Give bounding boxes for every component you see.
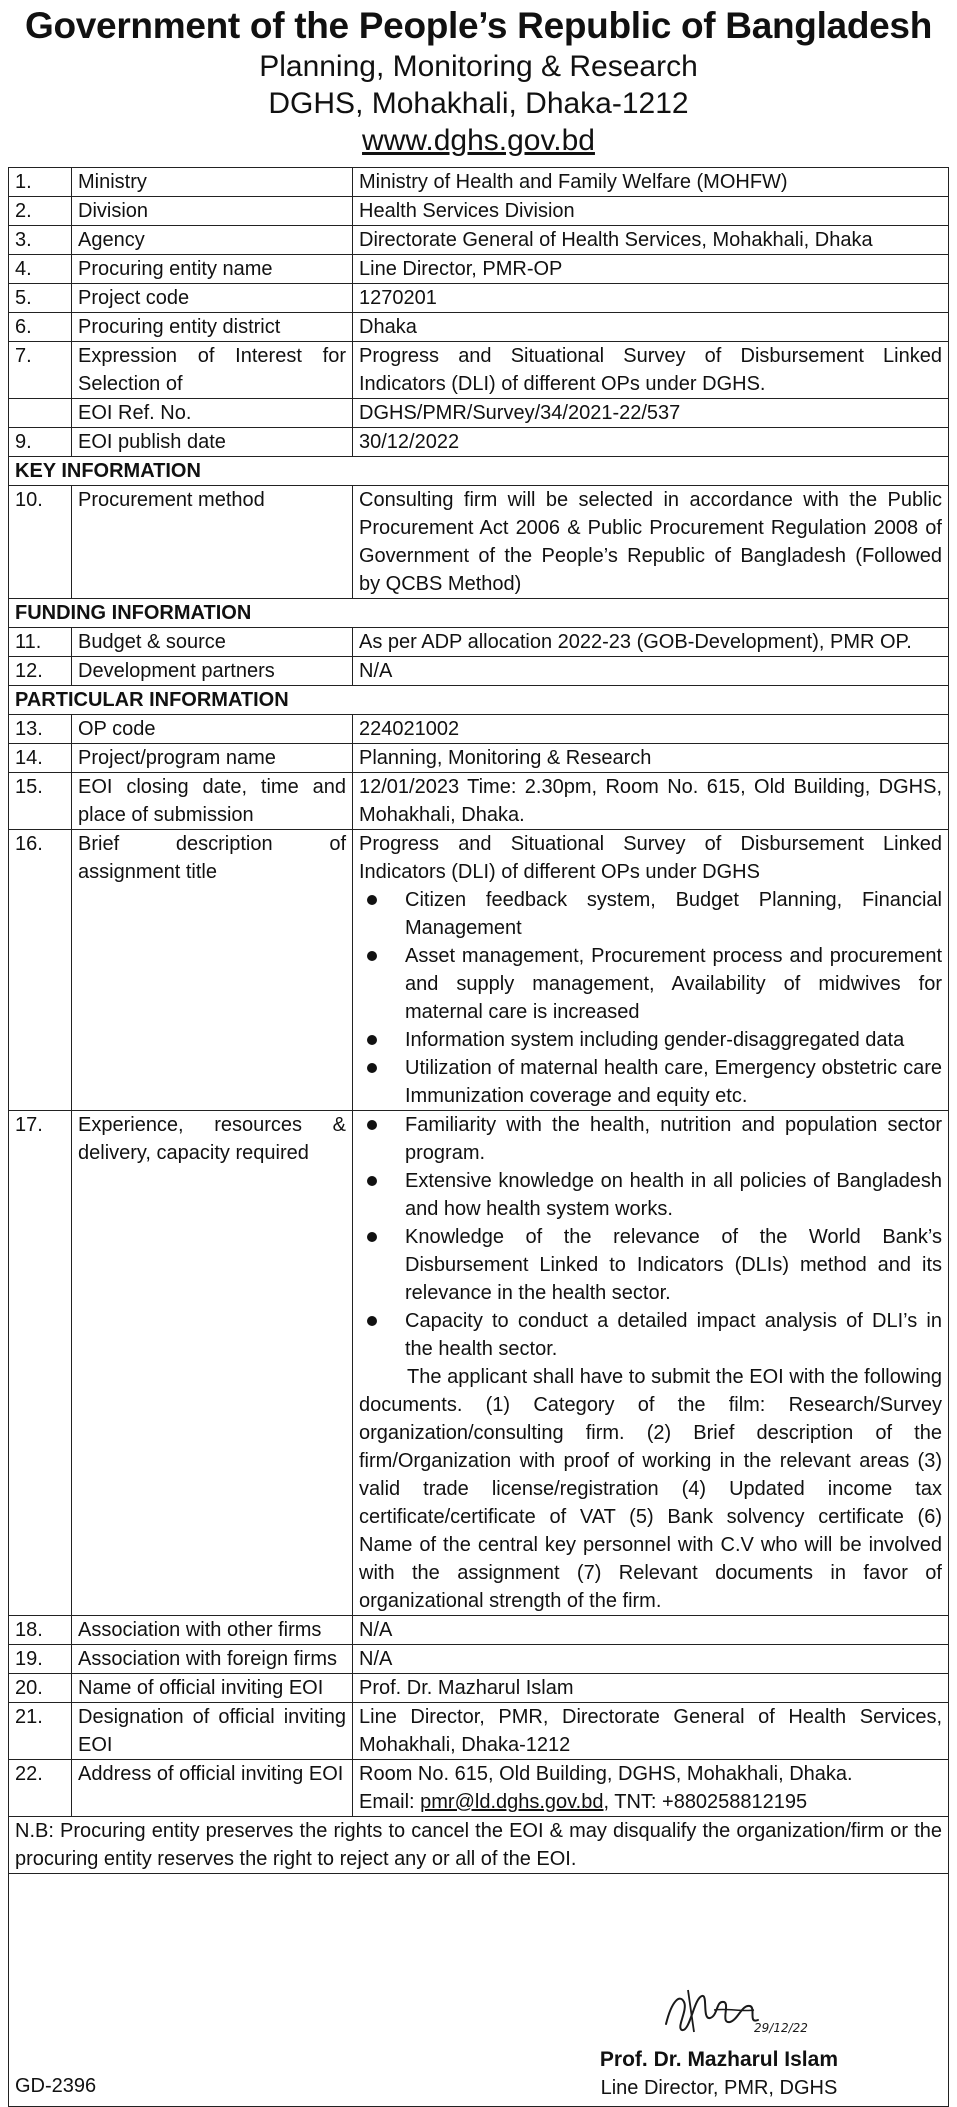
table-row bbox=[9, 628, 949, 657]
row-label: Agency bbox=[72, 226, 353, 255]
row-value: DGHS/PMR/Survey/34/2021-22/537 bbox=[353, 399, 949, 428]
note-row bbox=[9, 1817, 949, 1874]
list-item: Information system including gender-disaggregated data bbox=[405, 1026, 942, 1054]
table-row bbox=[9, 715, 949, 744]
table-row bbox=[9, 657, 949, 686]
signer-name: Prof. Dr. Mazharul Islam bbox=[599, 2048, 838, 2071]
table-row bbox=[9, 744, 949, 773]
row-number: 20. bbox=[9, 1674, 72, 1703]
row-label: Association with foreign firms bbox=[72, 1645, 353, 1674]
row-value bbox=[353, 1760, 949, 1817]
row-value: Progress and Situational Survey of Disbursement Linked Indicators (DLI) of different OPs under DGHS. bbox=[353, 342, 949, 399]
signer-block bbox=[600, 2046, 838, 2102]
section-row bbox=[9, 686, 949, 715]
signature-date: 29/12/22 bbox=[754, 2021, 808, 2035]
row-number: 3. bbox=[9, 226, 72, 255]
row-number: 1. bbox=[9, 168, 72, 197]
row-number: 14. bbox=[9, 744, 72, 773]
row-value: Line Director, PMR, Directorate General of Health Services, Mohakhali, Dhaka-1212 bbox=[353, 1703, 949, 1760]
row-number: 12. bbox=[9, 657, 72, 686]
row-label: Project/program name bbox=[72, 744, 353, 773]
list-item: Capacity to conduct a detailed impact analysis of DLI’s in the health sector. bbox=[405, 1307, 942, 1363]
row-value: Health Services Division bbox=[353, 197, 949, 226]
notice-note: N.B: Procuring entity preserves the rights to cancel the EOI & may disqualify the organization/firm or the procuring entity reserves the right to reject any or all of the EOI. bbox=[9, 1817, 949, 1874]
row-number: 15. bbox=[9, 773, 72, 830]
row-label: Name of official inviting EOI bbox=[72, 1674, 353, 1703]
row-value: Ministry of Health and Family Welfare (MOHFW) bbox=[353, 168, 949, 197]
row-label: Association with other firms bbox=[72, 1616, 353, 1645]
department-address: DGHS, Mohakhali, Dhaka-1212 bbox=[268, 87, 689, 120]
row-label: Budget & source bbox=[72, 628, 353, 657]
table-row bbox=[9, 1674, 949, 1703]
row-number: 22. bbox=[9, 1760, 72, 1817]
row-value: Consulting firm will be selected in accordance with the Public Procurement Act 2006 & Public Procurement Regulation 2008 of Government of the People’s Republic of Bangladesh (Followed by QCBS Method) bbox=[353, 486, 949, 599]
row-label: Address of official inviting EOI bbox=[72, 1760, 353, 1817]
row-label: Project code bbox=[72, 284, 353, 313]
table-row bbox=[9, 284, 949, 313]
table-row bbox=[9, 255, 949, 284]
section-heading: KEY INFORMATION bbox=[9, 457, 949, 486]
row-label: Designation of official inviting EOI bbox=[72, 1703, 353, 1760]
row-value bbox=[353, 830, 949, 1111]
row-value bbox=[353, 1111, 949, 1616]
list-item: Extensive knowledge on health in all policies of Bangladesh and how health system works. bbox=[405, 1167, 942, 1223]
section-row bbox=[9, 599, 949, 628]
row-label: Experience, resources & delivery, capacity required bbox=[72, 1111, 353, 1616]
section-row bbox=[9, 457, 949, 486]
government-title: Government of the People’s Republic of Bangladesh bbox=[24, 5, 932, 46]
assignment-bullet-list bbox=[359, 886, 942, 1110]
list-item: Familiarity with the health, nutrition and population sector program. bbox=[405, 1111, 942, 1167]
row-label: Ministry bbox=[72, 168, 353, 197]
table-row bbox=[9, 1645, 949, 1674]
row-value: 30/12/2022 bbox=[353, 428, 949, 457]
row-value: N/A bbox=[353, 1645, 949, 1674]
row-label: EOI publish date bbox=[72, 428, 353, 457]
submission-documents-paragraph: The applicant shall have to submit the EOI with the following documents. (1) Category of the film: Research/Survey organization/consulting firm. (2) Brief description of the firm/Organization with proof of working in the relevant areas (3) valid trade license/registration (4) Updated income tax certificate/certificate of VAT (5) Bank solvency certificate (6) Name of the central key personnel with C.V who will be involved with the assignment (7) Relevant documents in favor of organizational strength of the firm. bbox=[359, 1366, 942, 1612]
row-value: As per ADP allocation 2022-23 (GOB-Development), PMR OP. bbox=[353, 628, 949, 657]
signature-row bbox=[9, 1874, 949, 2107]
table-row bbox=[9, 773, 949, 830]
table-row bbox=[9, 1760, 949, 1817]
row-label: Division bbox=[72, 197, 353, 226]
row-number: 4. bbox=[9, 255, 72, 284]
department-name: Planning, Monitoring & Research bbox=[259, 50, 698, 83]
table-row bbox=[9, 342, 949, 399]
row-label: Brief description of assignment title bbox=[72, 830, 353, 1111]
row-label: Procurement method bbox=[72, 486, 353, 599]
row-value: Planning, Monitoring & Research bbox=[353, 744, 949, 773]
row-value: Dhaka bbox=[353, 313, 949, 342]
table-row bbox=[9, 399, 949, 428]
email-link[interactable]: pmr@ld.dghs.gov.bd bbox=[420, 1791, 604, 1813]
row-number: 9. bbox=[9, 428, 72, 457]
table-row bbox=[9, 168, 949, 197]
eoi-table bbox=[8, 167, 949, 2107]
table-row bbox=[9, 428, 949, 457]
requirements-bullet-list bbox=[359, 1111, 942, 1363]
row-label: OP code bbox=[72, 715, 353, 744]
row-value: Line Director, PMR-OP bbox=[353, 255, 949, 284]
row-number: 19. bbox=[9, 1645, 72, 1674]
list-item: Citizen feedback system, Budget Planning, Financial Management bbox=[405, 886, 942, 942]
official-address: Room No. 615, Old Building, DGHS, Mohakhali, Dhaka. bbox=[359, 1763, 853, 1785]
row-label: Procuring entity district bbox=[72, 313, 353, 342]
notice-header bbox=[8, 4, 949, 159]
table-row bbox=[9, 1111, 949, 1616]
row-value: Directorate General of Health Services, Mohakhali, Dhaka bbox=[353, 226, 949, 255]
table-row bbox=[9, 486, 949, 599]
tnt-number: , TNT: +880258812195 bbox=[603, 1791, 808, 1813]
table-row bbox=[9, 226, 949, 255]
row-value: N/A bbox=[353, 1616, 949, 1645]
row-label: Development partners bbox=[72, 657, 353, 686]
row-number: 17. bbox=[9, 1111, 72, 1616]
row-number: 21. bbox=[9, 1703, 72, 1760]
row-number: 5. bbox=[9, 284, 72, 313]
row-value: Prof. Dr. Mazharul Islam bbox=[353, 1674, 949, 1703]
row-number: 16. bbox=[9, 830, 72, 1111]
row-number: 6. bbox=[9, 313, 72, 342]
email-prefix: Email: bbox=[359, 1791, 421, 1813]
row-label: EOI closing date, time and place of submission bbox=[72, 773, 353, 830]
row-label: Expression of Interest for Selection of bbox=[72, 342, 353, 399]
contact-line bbox=[359, 1788, 942, 1816]
row-number: 11. bbox=[9, 628, 72, 657]
row-number bbox=[9, 399, 72, 428]
table-row bbox=[9, 197, 949, 226]
row-value: 224021002 bbox=[353, 715, 949, 744]
row-number: 2. bbox=[9, 197, 72, 226]
row-number: 7. bbox=[9, 342, 72, 399]
table-row bbox=[9, 313, 949, 342]
list-item: Knowledge of the relevance of the World Bank’s Disbursement Linked to Indicators (DLIs) method and its relevance in the health sector. bbox=[405, 1223, 942, 1307]
section-heading: FUNDING INFORMATION bbox=[9, 599, 949, 628]
list-item: Asset management, Procurement process and procurement and supply management, Availability of midwives for maternal care is increased bbox=[405, 942, 942, 1026]
signature-area bbox=[9, 1874, 949, 2107]
row-label: Procuring entity name bbox=[72, 255, 353, 284]
gd-number: GD-2396 bbox=[15, 2075, 97, 2097]
section-heading: PARTICULAR INFORMATION bbox=[9, 686, 949, 715]
website-link[interactable]: www.dghs.gov.bd bbox=[362, 124, 595, 157]
row-number: 13. bbox=[9, 715, 72, 744]
list-item: Utilization of maternal health care, Emergency obstetric care Immunization coverage and equity etc. bbox=[405, 1054, 942, 1110]
signer-designation: Line Director, PMR, DGHS bbox=[600, 2077, 838, 2099]
table-row bbox=[9, 1616, 949, 1645]
row-value: N/A bbox=[353, 657, 949, 686]
row-label: EOI Ref. No. bbox=[72, 399, 353, 428]
table-row bbox=[9, 830, 949, 1111]
row-number: 10. bbox=[9, 486, 72, 599]
row-value: 1270201 bbox=[353, 284, 949, 313]
assignment-intro: Progress and Situational Survey of Disbursement Linked Indicators (DLI) of different OPs under DGHS bbox=[359, 833, 942, 883]
row-number: 18. bbox=[9, 1616, 72, 1645]
signature-image bbox=[658, 1980, 808, 2040]
table-row bbox=[9, 1703, 949, 1760]
row-value: 12/01/2023 Time: 2.30pm, Room No. 615, Old Building, DGHS, Mohakhali, Dhaka. bbox=[353, 773, 949, 830]
